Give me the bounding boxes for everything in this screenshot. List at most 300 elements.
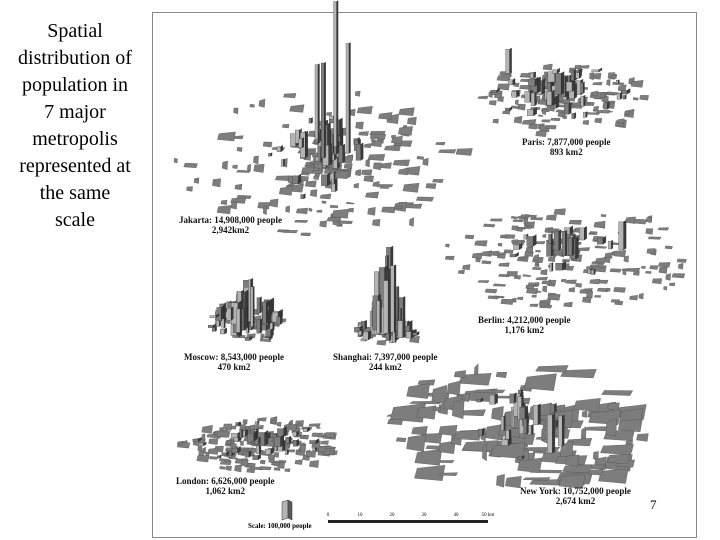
ground-fragment xyxy=(659,267,668,274)
ground-fragment xyxy=(517,297,523,300)
ground-fragment xyxy=(496,372,507,377)
ground-fragment xyxy=(174,158,178,163)
density-block xyxy=(547,90,555,105)
ground-fragment xyxy=(475,241,488,247)
density-block xyxy=(505,107,512,111)
ground-fragment xyxy=(583,120,589,124)
scale-label: Scale: 100,000 people xyxy=(248,522,312,530)
ground-fragment xyxy=(523,274,531,276)
ground-fragment xyxy=(595,258,605,264)
ground-fragment xyxy=(624,256,629,262)
ground-fragment xyxy=(355,169,361,176)
density-block xyxy=(236,422,240,425)
density-block xyxy=(321,62,326,158)
ground-fragment xyxy=(212,179,221,187)
ground-fragment xyxy=(274,467,280,470)
ground-fragment xyxy=(217,431,230,437)
paris-area: 893 km2 xyxy=(549,147,583,157)
ground-fragment xyxy=(523,478,550,481)
ground-fragment xyxy=(243,419,248,424)
ground-fragment xyxy=(576,283,582,287)
density-block xyxy=(556,261,566,270)
ground-fragment xyxy=(505,234,515,238)
ground-fragment xyxy=(370,134,386,139)
ground-fragment xyxy=(489,251,500,256)
ground-fragment xyxy=(368,207,376,215)
ground-fragment xyxy=(526,285,535,289)
ground-fragment xyxy=(426,446,441,450)
ground-fragment xyxy=(305,181,316,188)
ground-fragment xyxy=(339,221,353,224)
ground-fragment xyxy=(373,163,381,170)
slide-number: 7 xyxy=(650,497,657,512)
density-block xyxy=(619,220,627,250)
ground-fragment xyxy=(321,441,329,445)
new-york-density-plot xyxy=(380,348,650,488)
ground-fragment xyxy=(447,381,461,395)
ground-fragment xyxy=(536,277,548,280)
ground-fragment xyxy=(405,204,422,209)
ground-fragment xyxy=(217,132,235,141)
ground-fragment xyxy=(417,156,424,159)
density-block xyxy=(277,145,283,151)
ground-fragment xyxy=(371,139,375,142)
ground-fragment xyxy=(326,112,331,115)
ground-fragment xyxy=(313,157,316,163)
caption-line: represented at xyxy=(19,155,131,177)
ground-fragment xyxy=(532,295,537,297)
density-block xyxy=(268,153,272,157)
ground-fragment xyxy=(551,118,561,121)
ground-fragment xyxy=(526,247,533,252)
ground-fragment xyxy=(320,194,331,199)
ground-fragment xyxy=(332,209,349,218)
density-block xyxy=(286,436,291,443)
density-block xyxy=(315,64,320,140)
ground-fragment xyxy=(312,433,323,437)
ground-fragment xyxy=(498,243,502,246)
caption-line: distribution of xyxy=(18,47,132,69)
london-name-pop: London: 6,626,000 people xyxy=(176,476,275,486)
ground-fragment xyxy=(606,288,610,291)
ground-fragment xyxy=(398,168,408,175)
shanghai-map xyxy=(338,240,428,350)
ground-fragment xyxy=(669,283,675,286)
ground-fragment xyxy=(286,206,290,213)
density-block xyxy=(554,230,561,251)
ground-fragment xyxy=(260,466,272,470)
ground-fragment xyxy=(432,179,443,182)
ground-fragment xyxy=(665,246,673,249)
ground-fragment xyxy=(248,463,256,467)
ground-fragment xyxy=(399,108,415,116)
ground-fragment xyxy=(545,125,556,129)
ground-fragment xyxy=(594,295,601,297)
ground-fragment xyxy=(672,274,685,278)
density-block xyxy=(299,138,304,148)
ground-fragment xyxy=(524,374,557,391)
density-block xyxy=(332,172,336,184)
shanghai-area: 244 km2 xyxy=(368,362,402,372)
ground-fragment xyxy=(371,140,382,147)
ground-fragment xyxy=(535,282,539,286)
new-york-label xyxy=(520,486,631,506)
ground-fragment xyxy=(271,421,276,424)
ground-fragment xyxy=(641,266,645,268)
moscow-area: 470 km2 xyxy=(217,362,251,372)
ground-fragment xyxy=(639,293,644,299)
density-block xyxy=(391,265,396,333)
scale-tick-label: 20 xyxy=(389,513,395,518)
ground-fragment xyxy=(398,126,412,135)
scale-legend xyxy=(248,498,498,532)
ground-fragment xyxy=(396,438,406,442)
ground-fragment xyxy=(290,105,305,113)
paris-name-pop: Paris: 7,877,000 people xyxy=(522,137,611,147)
ground-fragment xyxy=(493,284,506,287)
ground-fragment xyxy=(325,433,335,438)
ground-fragment xyxy=(626,111,630,115)
ground-fragment xyxy=(650,266,658,270)
moscow-map xyxy=(195,268,295,348)
ground-fragment xyxy=(391,136,402,144)
ground-fragment xyxy=(349,208,354,212)
ground-fragment xyxy=(629,295,637,300)
density-block xyxy=(571,69,576,80)
ground-fragment xyxy=(594,221,605,228)
ground-fragment xyxy=(518,216,522,218)
ground-fragment xyxy=(177,441,183,445)
ground-fragment xyxy=(515,100,518,105)
ground-fragment xyxy=(543,64,553,70)
ground-fragment xyxy=(511,106,519,109)
ground-fragment xyxy=(381,207,395,213)
density-block xyxy=(356,143,363,161)
ground-fragment xyxy=(528,124,537,129)
jakarta-area: 2,942km2 xyxy=(211,225,250,235)
ground-fragment xyxy=(232,165,237,169)
ground-fragment xyxy=(222,161,228,170)
moscow-name-pop: Moscow: 8,543,000 people xyxy=(184,352,284,362)
density-block xyxy=(257,297,262,313)
ground-fragment xyxy=(320,221,327,228)
density-block xyxy=(562,230,567,256)
ground-fragment xyxy=(207,434,216,437)
london-map xyxy=(172,402,342,472)
density-block xyxy=(592,68,602,72)
density-block xyxy=(251,286,254,326)
density-block xyxy=(531,92,536,106)
density-block xyxy=(568,236,574,255)
jakarta-name-pop: Jakarta: 14,908,000 people xyxy=(179,215,282,225)
ground-fragment xyxy=(541,269,548,275)
density-block xyxy=(558,415,564,446)
berlin-area: 1,176 km2 xyxy=(504,325,544,335)
ground-fragment xyxy=(592,91,598,96)
ground-fragment xyxy=(494,94,502,99)
ground-fragment xyxy=(634,219,647,224)
ground-fragment xyxy=(268,454,274,459)
ground-fragment xyxy=(617,119,624,124)
density-block xyxy=(623,95,626,99)
ground-fragment xyxy=(611,299,620,302)
density-block xyxy=(581,82,585,93)
ground-fragment xyxy=(476,258,481,262)
ground-fragment xyxy=(365,192,378,198)
density-block xyxy=(277,316,283,325)
ground-fragment xyxy=(322,201,326,204)
ground-fragment xyxy=(646,217,652,222)
density-block xyxy=(256,445,261,454)
scale-tick-label: 50 km xyxy=(481,513,495,518)
ground-fragment xyxy=(316,426,320,428)
ground-fragment xyxy=(346,202,354,204)
ground-fragment xyxy=(640,95,649,100)
ground-fragment xyxy=(513,219,524,222)
moscow-label xyxy=(184,352,284,372)
shanghai-density-plot xyxy=(338,240,428,350)
ground-fragment xyxy=(317,210,322,212)
ground-fragment xyxy=(407,384,430,399)
paris-label xyxy=(522,137,611,157)
berlin-name-pop: Berlin: 4,212,000 people xyxy=(478,315,571,325)
shanghai-name-pop: Shanghai: 7,397,000 people xyxy=(333,352,438,362)
ground-fragment xyxy=(478,96,488,99)
ground-fragment xyxy=(593,82,603,85)
ground-fragment xyxy=(209,438,219,444)
density-block xyxy=(236,308,242,333)
ground-fragment xyxy=(658,227,669,230)
ground-fragment xyxy=(489,101,496,106)
caption-line: population in xyxy=(21,74,129,96)
ground-fragment xyxy=(565,455,579,467)
density-block xyxy=(603,102,609,110)
density-block xyxy=(533,404,540,425)
ground-fragment xyxy=(313,176,318,180)
ground-fragment xyxy=(394,206,403,208)
density-block xyxy=(217,455,221,458)
ground-fragment xyxy=(590,231,598,233)
density-block xyxy=(293,439,299,446)
london-area: 1,062 km2 xyxy=(205,486,246,496)
ground-fragment xyxy=(220,461,231,464)
ground-fragment xyxy=(415,449,442,465)
ground-fragment xyxy=(209,456,217,459)
density-block xyxy=(377,300,382,334)
density-block xyxy=(293,174,301,184)
density-block xyxy=(551,403,557,412)
density-block xyxy=(510,393,516,404)
ground-fragment xyxy=(582,411,587,418)
ground-fragment xyxy=(462,265,470,270)
density-block xyxy=(520,406,528,419)
ground-fragment xyxy=(197,455,209,462)
ground-fragment xyxy=(452,430,481,440)
ground-fragment xyxy=(631,80,643,87)
ground-fragment xyxy=(300,176,308,181)
ground-fragment xyxy=(282,124,289,128)
ground-fragment xyxy=(677,259,686,263)
ground-fragment xyxy=(294,220,307,222)
ground-fragment xyxy=(569,220,582,224)
ground-fragment xyxy=(221,200,227,204)
ground-fragment xyxy=(283,93,296,98)
ground-fragment xyxy=(512,226,519,231)
ground-fragment xyxy=(504,250,514,254)
ground-fragment xyxy=(574,398,601,411)
ground-fragment xyxy=(582,297,591,303)
moscow-density-plot xyxy=(195,268,295,348)
ground-fragment xyxy=(501,299,514,305)
ground-fragment xyxy=(414,465,445,480)
ground-fragment xyxy=(309,460,319,467)
ground-fragment xyxy=(439,425,457,436)
ground-fragment xyxy=(610,269,621,273)
ground-fragment xyxy=(498,263,509,267)
ground-fragment xyxy=(535,250,540,252)
ground-fragment xyxy=(372,219,380,226)
ground-fragment xyxy=(536,365,569,372)
scale-block-icon xyxy=(282,500,292,520)
density-block xyxy=(346,43,351,154)
density-block xyxy=(489,393,497,404)
density-block xyxy=(321,173,330,186)
ground-fragment xyxy=(359,131,369,135)
ground-fragment xyxy=(327,217,340,221)
ground-fragment xyxy=(253,156,258,164)
density-block xyxy=(240,429,243,438)
ground-fragment xyxy=(474,390,505,393)
ground-fragment xyxy=(658,262,670,267)
density-block xyxy=(281,159,284,167)
ground-fragment xyxy=(633,272,639,276)
ground-fragment xyxy=(535,265,540,267)
ground-fragment xyxy=(296,208,308,214)
ground-fragment xyxy=(318,446,325,452)
ground-fragment xyxy=(240,441,243,446)
ground-fragment xyxy=(364,143,371,147)
ground-fragment xyxy=(263,142,272,147)
ground-fragment xyxy=(285,469,290,472)
ground-fragment xyxy=(279,186,292,195)
ground-fragment xyxy=(259,99,265,107)
ground-fragment xyxy=(310,189,317,196)
ground-fragment xyxy=(202,434,205,441)
ground-fragment xyxy=(445,244,449,247)
scale-tick-label: 10 xyxy=(357,513,363,518)
ground-fragment xyxy=(438,149,456,153)
ground-fragment xyxy=(378,184,393,186)
ground-fragment xyxy=(627,268,640,272)
paris-map xyxy=(475,40,645,135)
ground-fragment xyxy=(439,473,458,476)
jakarta-label xyxy=(179,215,282,235)
ground-fragment xyxy=(490,219,502,222)
ground-fragment xyxy=(652,279,662,284)
ground-fragment xyxy=(257,418,266,422)
density-block xyxy=(616,80,619,84)
ground-fragment xyxy=(526,288,538,294)
ground-fragment xyxy=(247,164,250,171)
density-block xyxy=(530,72,536,78)
ground-fragment xyxy=(663,286,667,290)
ground-fragment xyxy=(596,110,610,113)
ground-fragment xyxy=(234,108,239,114)
ground-fragment xyxy=(301,233,311,236)
ground-fragment xyxy=(270,199,279,207)
ground-fragment xyxy=(220,466,226,469)
ground-fragment xyxy=(534,254,539,261)
ground-fragment xyxy=(454,371,466,378)
paris-density-plot xyxy=(475,40,645,135)
ground-fragment xyxy=(594,106,599,111)
ground-fragment xyxy=(329,450,333,455)
density-block xyxy=(334,1,339,147)
density-block xyxy=(309,118,313,124)
ground-fragment xyxy=(532,267,541,270)
ground-fragment xyxy=(456,148,473,155)
ground-fragment xyxy=(521,240,525,242)
ground-fragment xyxy=(514,116,522,123)
density-block xyxy=(608,240,612,249)
ground-fragment xyxy=(601,214,606,217)
ground-fragment xyxy=(541,120,550,123)
ground-fragment xyxy=(384,145,401,151)
ground-fragment xyxy=(502,111,510,114)
ground-fragment xyxy=(435,142,445,145)
ground-fragment xyxy=(465,235,474,239)
density-block xyxy=(572,112,576,118)
ground-fragment xyxy=(433,407,441,411)
new-york-name-pop: New York: 10,752,000 people xyxy=(520,486,631,496)
density-block xyxy=(581,95,585,106)
ground-fragment xyxy=(361,170,372,176)
scale-bar xyxy=(328,520,488,523)
density-block xyxy=(583,112,587,118)
density-block xyxy=(478,428,484,436)
density-block xyxy=(617,92,622,99)
ground-fragment xyxy=(378,112,392,119)
density-block xyxy=(501,415,505,430)
ground-fragment xyxy=(530,218,543,220)
ground-fragment xyxy=(472,253,482,259)
ground-fragment xyxy=(566,280,577,284)
ground-fragment xyxy=(250,104,255,107)
ground-fragment xyxy=(569,287,575,292)
ground-fragment xyxy=(548,294,561,300)
density-block xyxy=(576,72,581,79)
ground-fragment xyxy=(416,197,434,201)
density-block xyxy=(547,414,555,454)
ground-fragment xyxy=(296,424,300,427)
density-block xyxy=(528,424,534,434)
ground-fragment xyxy=(554,209,566,215)
ground-fragment xyxy=(647,248,655,254)
ground-fragment xyxy=(613,250,625,257)
ground-fragment xyxy=(636,434,648,442)
ground-fragment xyxy=(368,154,385,160)
ground-fragment xyxy=(590,279,601,284)
ground-fragment xyxy=(412,426,428,435)
ground-fragment xyxy=(271,462,280,465)
ground-fragment xyxy=(380,187,390,189)
ground-fragment xyxy=(357,106,373,114)
ground-fragment xyxy=(507,271,518,276)
ground-fragment xyxy=(595,246,607,249)
ground-fragment xyxy=(602,390,633,395)
ground-fragment xyxy=(493,119,499,123)
ground-fragment xyxy=(623,269,627,275)
